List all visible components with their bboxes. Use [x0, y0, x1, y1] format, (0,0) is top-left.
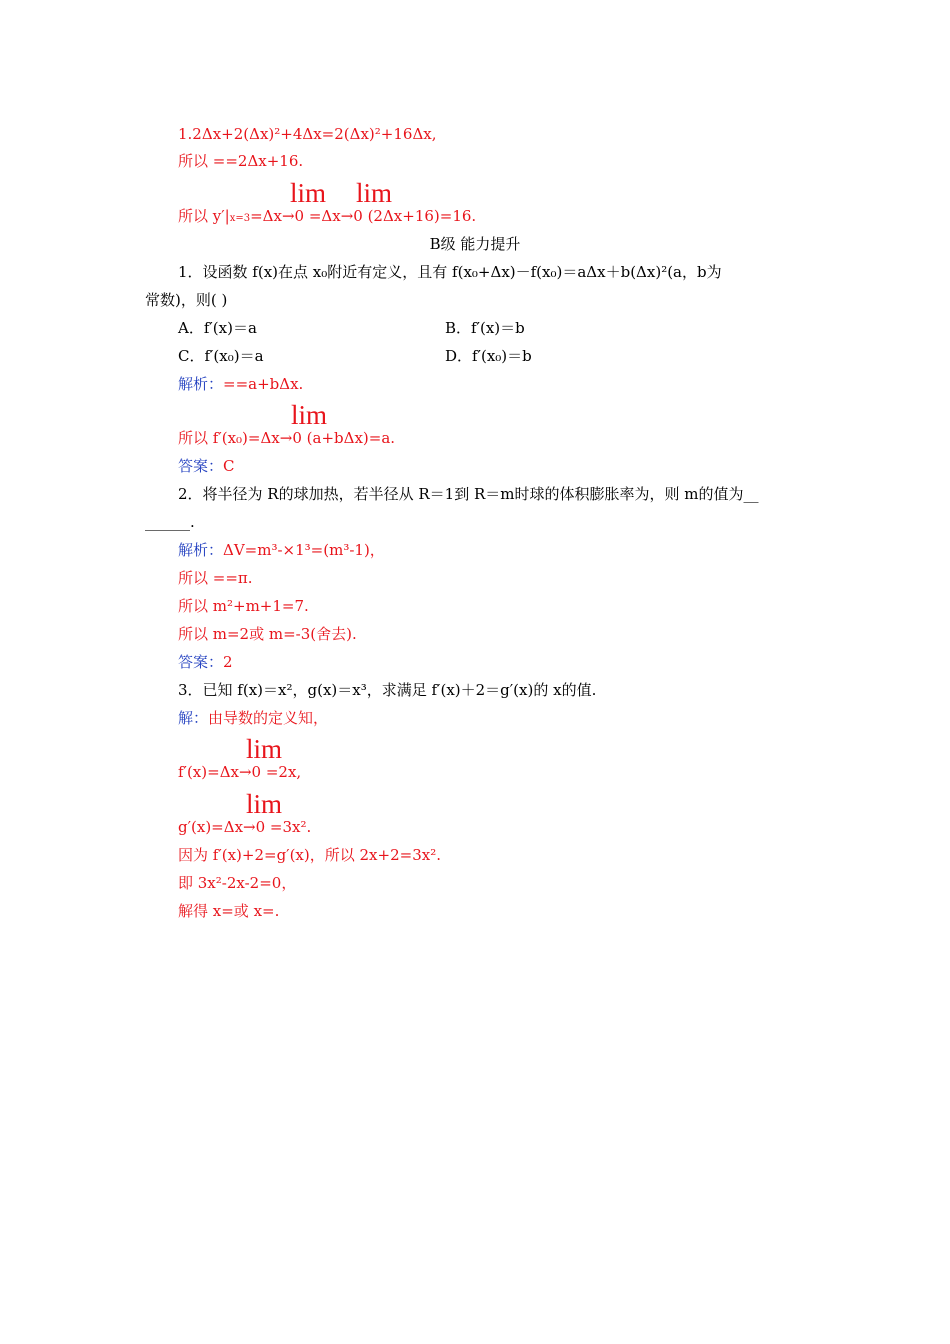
q1-option-c: C．f′(x₀)＝a — [178, 347, 264, 365]
calc-line-3-prefix: 所以 y′| — [178, 207, 230, 225]
q2-line-2: 所以 ==π. — [178, 569, 253, 587]
q1-stem-line-1: 1．设函数 f(x)在点 x₀附近有定义，且有 f(x₀+Δx)－f(x₀)＝aΔx＋b(Δx)²(a，b为 — [178, 263, 722, 281]
q1-analysis-text: ==a+bΔx. — [223, 375, 304, 393]
q1-answer — [178, 456, 235, 476]
calc-line-1: 1.2Δx+2(Δx)²+4Δx=2(Δx)²+16Δx, — [178, 125, 437, 143]
calc-line-3-subscript: x=3 — [229, 213, 251, 224]
q1-answer-label: 答案： — [178, 457, 224, 475]
q3-solution — [178, 708, 328, 728]
q2-analysis-label: 解析： — [178, 541, 224, 559]
lim-symbol-3: lim — [291, 400, 328, 430]
q2-analysis-text: ΔV=m³-×1³=(m³-1)， — [223, 541, 385, 559]
q3-line-4: 即 3x²-2x-2=0， — [178, 874, 297, 892]
q2-line-3: 所以 m²+m+1=7. — [178, 597, 309, 615]
q1-stem-line-2: 常数)，则( ) — [145, 291, 228, 309]
lim-symbol-1: lim — [290, 178, 327, 208]
q1-analysis — [178, 374, 303, 394]
q3-line-5: 解得 x=或 x=. — [178, 902, 280, 920]
q1-option-b: B．f′(x)＝b — [445, 319, 525, 337]
q2-analysis — [178, 540, 385, 560]
calc-line-2: 所以 ==2Δx+16. — [178, 152, 304, 170]
q1-option-d: D．f′(x₀)＝b — [445, 347, 532, 365]
q1-so-line: 所以 f′(x₀)=Δx→0 (a+bΔx)=a. — [178, 429, 396, 447]
q3-solution-label: 解： — [178, 709, 209, 727]
lim-symbol-5: lim — [246, 789, 283, 819]
q2-answer — [178, 652, 233, 672]
q1-analysis-label: 解析： — [178, 375, 224, 393]
q3-f-derivative: f′(x)=Δx→0 =2x, — [178, 763, 302, 781]
q3-stem: 3．已知 f(x)＝x²，g(x)＝x³，求满足 f′(x)＋2＝g′(x)的 x的值. — [178, 681, 597, 699]
q2-stem-line-2: ______. — [145, 513, 195, 531]
q1-option-a: A．f′(x)＝a — [178, 319, 257, 337]
q2-answer-label: 答案： — [178, 653, 224, 671]
section-title: B级 能力提升 — [429, 235, 521, 253]
q3-solution-text: 由导数的定义知， — [208, 709, 329, 727]
lim-symbol-2: lim — [356, 178, 393, 208]
calc-line-3-rest: =Δx→0 =Δx→0 (2Δx+16)=16. — [250, 207, 477, 225]
calc-line-3 — [178, 206, 476, 229]
q3-g-derivative: g′(x)=Δx→0 =3x². — [178, 818, 312, 836]
q2-stem-line-1: 2．将半径为 R的球加热，若半径从 R＝1到 R＝m时球的体积膨胀率为，则 m的值为__ — [178, 485, 759, 503]
q3-line-3: 因为 f′(x)+2=g′(x)，所以 2x+2=3x². — [178, 846, 441, 864]
q1-answer-value: C — [223, 457, 235, 475]
q2-answer-value: 2 — [223, 653, 233, 671]
lim-symbol-4: lim — [246, 734, 283, 764]
q2-line-4: 所以 m=2或 m=-3(舍去). — [178, 625, 357, 643]
